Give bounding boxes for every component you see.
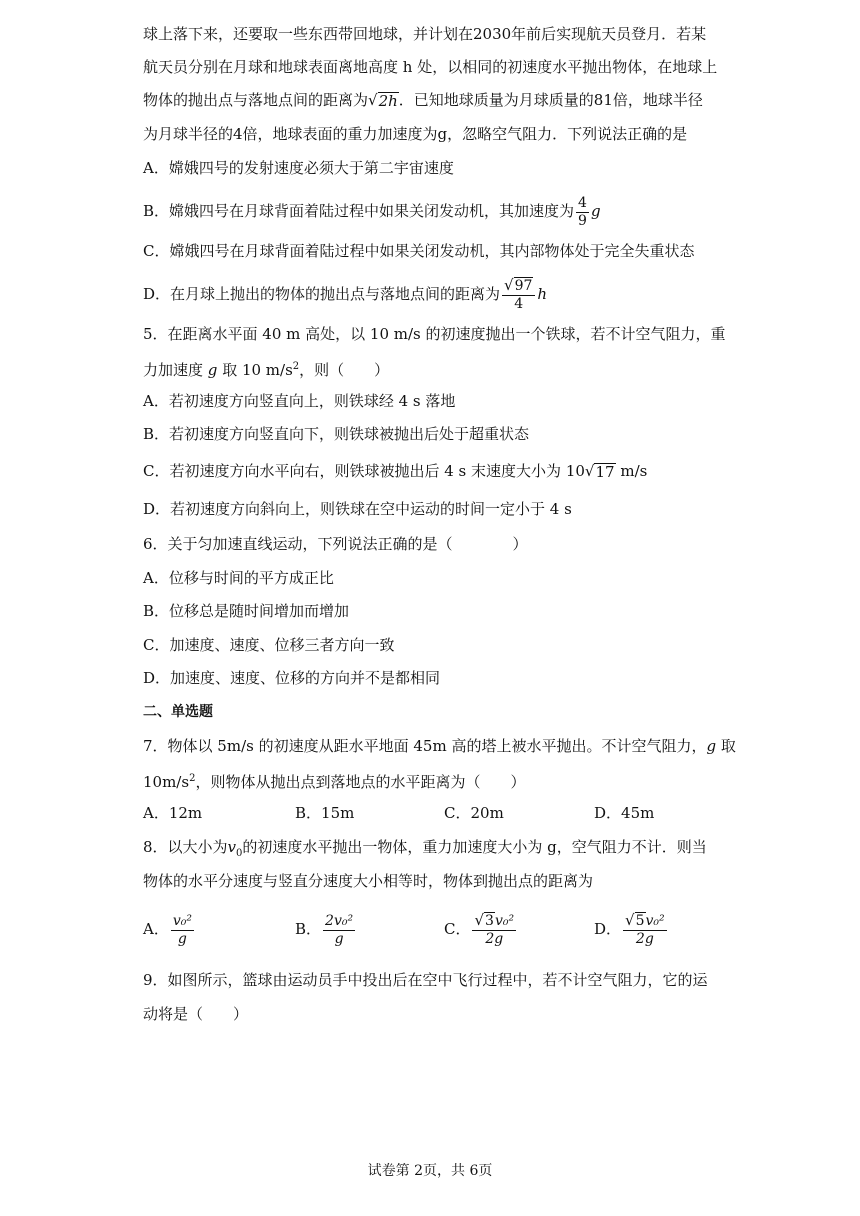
q4-option-c: C．嫦娥四号在月球背面着陆过程中如果关闭发动机，其内部物体处于完全失重状态 xyxy=(143,242,695,260)
q8-option-a: A． $\frac{\text{v₀²}}{g}$ xyxy=(143,912,192,947)
q8-line-1: 8．以大小为$v_0$的初速度水平抛出一物体，重力加速度大小为 g，空气阻力不计．则当 xyxy=(143,838,707,859)
q8-line-2: 物体的水平分速度与竖直分速度大小相等时，物体到抛出点的距离为 xyxy=(143,872,594,890)
q7-option-b: B．15m xyxy=(295,804,355,822)
q7-line-1: 7．物体以 5m/s 的初速度从距水平地面 45m 高的塔上被水平抛出。不计空气阻力，g 取 xyxy=(143,737,736,755)
q5-option-d: D．若初速度方向斜向上，则铁球在空中运动的时间一定小于 4 s xyxy=(143,500,572,518)
q6-option-c: C．加速度、速度、位移三者方向一致 xyxy=(143,636,395,654)
page-footer: 试卷第 2页，共 6页 xyxy=(367,1163,493,1179)
q6-option-a: A．位移与时间的平方成正比 xyxy=(143,569,334,587)
q4-option-d: D．在月球上抛出的物体的抛出点与落地点间的距离为 √ 97 4 h xyxy=(143,276,548,312)
q5-option-b: B．若初速度方向竖直向下，则铁球被抛出后处于超重状态 xyxy=(143,425,530,443)
q7-line-2: $10m/s^2$，则物体从抛出点到落地点的水平距离为（ ） xyxy=(143,773,526,791)
sqrt-17: √ 17 xyxy=(584,462,615,481)
q5-line-2: 力加速度 g 取 10 $m/s^2$，则（ ） xyxy=(143,361,390,379)
fraction-4-9: $\frac{4}{9}$ xyxy=(578,194,587,229)
q8-option-c: C． √ 3 v₀² 2g xyxy=(444,911,515,947)
q5-option-a: A．若初速度方向竖直向上，则铁球经 4 s 落地 xyxy=(143,392,456,410)
q7-option-a: A．12m xyxy=(143,804,203,822)
q4-line-2: 航天员分别在月球和地球表面离地高度 h 处，以相同的初速度水平抛出物体，在地球上 xyxy=(143,58,718,76)
fraction-sqrt97-4: √ 97 4 xyxy=(502,277,535,313)
q6-option-b: B．位移总是随时间增加而增加 xyxy=(143,602,350,620)
q7-option-c: C．20m xyxy=(444,804,504,822)
q8-option-d: D． √ 5 v₀² 2g xyxy=(594,911,665,947)
q5-line-1: 5．在距离水平面 40 m 高处，以 10 m/s 的初速度抛出一个铁球，若不计空气阻力，重 xyxy=(143,325,726,343)
sqrt-2h: √ 2h xyxy=(368,91,398,110)
q4-line-4: 为月球半径的4倍，地球表面的重力加速度为g，忽略空气阻力．下列说法正确的是 xyxy=(143,125,688,143)
q7-option-d: D．45m xyxy=(594,804,655,822)
section-heading: 二、单选题 xyxy=(143,704,213,720)
q5-option-c: C．若初速度方向水平向右，则铁球被抛出后 4 s 末速度大小为 10 √ 17 m/s xyxy=(143,462,648,481)
q4-line-1: 球上落下来，还要取一些东西带回地球，并计划在2030年前后实现航天员登月．若某 xyxy=(143,25,707,43)
q6-stem: 6．关于匀加速直线运动，下列说法正确的是（ ） xyxy=(143,535,528,553)
q9-line-1: 9．如图所示，篮球由运动员手中投出后在空中飞行过程中，若不计空气阻力，它的运 xyxy=(143,971,708,989)
q8-option-b: B． $\frac{\text{2v₀²}}{g}$ xyxy=(295,912,354,947)
q4-line-3: 物体的抛出点与落地点间的距离为 √ 2h ．已知地球质量为月球质量的81倍，地球半径 xyxy=(143,91,703,110)
q4-option-a: A．嫦娥四号的发射速度必须大于第二宇宙速度 xyxy=(143,159,454,177)
q6-option-d: D．加速度、速度、位移的方向并不是都相同 xyxy=(143,669,441,687)
q9-line-2: 动将是（ ） xyxy=(143,1005,249,1023)
q4-option-b: B．嫦娥四号在月球背面着陆过程中如果关闭发动机，其加速度为 $\frac{4}{9}$ g xyxy=(143,194,601,229)
